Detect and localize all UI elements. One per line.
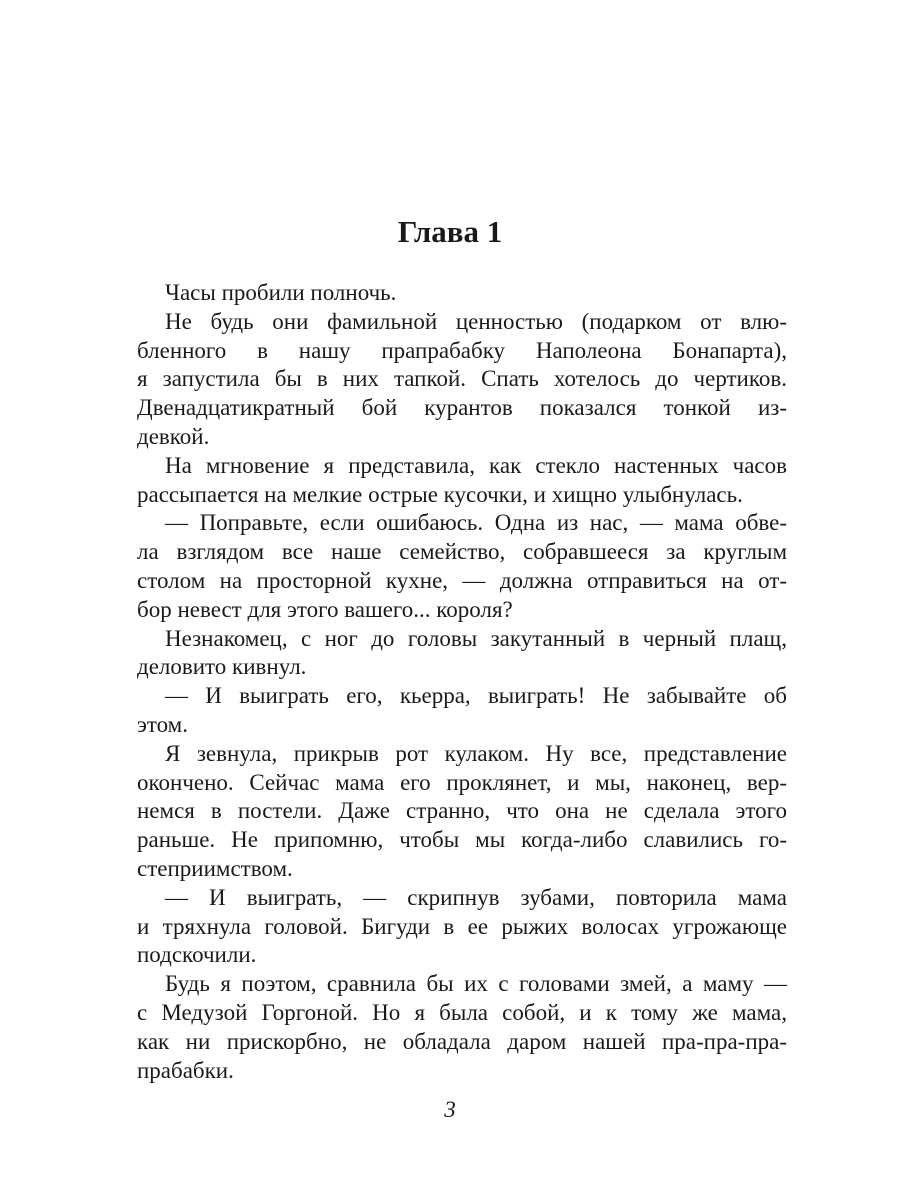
text-line [137, 884, 787, 913]
text-line-content: подскочили. [137, 942, 257, 968]
paragraph [137, 452, 787, 510]
text-line [137, 365, 787, 394]
text-line-content: — И выиграть, — скрипнув зубами, повторила мама [165, 884, 787, 910]
text-line [137, 711, 787, 740]
text-line [137, 423, 787, 452]
paragraph [137, 625, 787, 683]
text-line [137, 826, 787, 855]
text-line [137, 855, 787, 884]
paragraph [137, 970, 787, 1085]
text-line [137, 567, 787, 596]
text-line [137, 452, 787, 481]
paragraph [137, 740, 787, 884]
text-line-content: бленного в нашу прапрабабку Наполеона Бонапарта), [137, 337, 787, 363]
text-line-content: Незнакомец, с ног до головы закутанный в черный плащ, [165, 625, 787, 651]
text-line [137, 999, 787, 1028]
text-line [137, 538, 787, 567]
text-line [137, 308, 787, 337]
text-line-content: столом на просторной кухне, — должна отправиться на от- [137, 567, 787, 593]
text-line [137, 970, 787, 999]
paragraph [137, 308, 787, 452]
text-line-content: Часы пробили полночь. [165, 280, 397, 305]
text-line [137, 913, 787, 942]
text-line [137, 653, 787, 682]
text-line-content: степриимством. [137, 855, 293, 881]
text-line-content: с Медузой Горгоной. Но я была собой, и к тому же мама, [137, 999, 787, 1025]
chapter-title: Глава 1 [397, 214, 503, 249]
text-line [137, 509, 787, 538]
paragraph [137, 884, 787, 970]
text-line-content: я запустила бы в них тапкой. Спать хотелось до чертиков. [137, 366, 787, 392]
paragraph [137, 279, 787, 308]
text-line-content: этом. [137, 711, 188, 737]
text-line-content: — И выиграть его, кьерра, выиграть! Не забывайте об [165, 683, 787, 709]
text-line [137, 337, 787, 366]
text-line-content: девкой. [137, 423, 210, 449]
text-line [137, 682, 787, 711]
text-line-content: раньше. Не припомню, чтобы мы когда-либо славились го- [137, 827, 787, 853]
text-line-content: немся в постели. Даже странно, что она не сделала этого [137, 798, 787, 824]
text-line-content: и тряхнула головой. Бигуди в ее рыжих волосах угрожающе [137, 913, 787, 939]
text-line-content: прабабки. [137, 1057, 234, 1083]
text-line [137, 1028, 787, 1057]
paragraph [137, 509, 787, 624]
text-line-content: окончено. Сейчас мама его проклянет, и мы, наконец, вер- [137, 769, 787, 795]
text-line-content: деловито кивнул. [137, 654, 307, 680]
body-text [137, 279, 787, 1085]
text-line [137, 394, 787, 423]
text-line-content: Будь я поэтом, сравнила бы их с головами змей, а маму — [165, 971, 787, 997]
text-line [137, 769, 787, 798]
text-line [137, 797, 787, 826]
text-line-content: — Поправьте, если ошибаюсь. Одна из нас, — мама обве- [165, 510, 787, 536]
text-line [137, 279, 787, 308]
text-line-content: ла взглядом все наше семейство, собравшееся за круглым [137, 539, 787, 565]
text-line-content: Двенадцатикратный бой курантов показался тонкой из- [137, 395, 787, 421]
text-line-content: рассыпается на мелкие острые кусочки, и хищно улыбнулась. [137, 481, 743, 507]
text-line [137, 625, 787, 654]
text-line [137, 481, 787, 510]
text-line [137, 1057, 787, 1086]
text-line-content: Я зевнула, прикрыв рот кулаком. Ну все, представление [165, 740, 787, 766]
paragraph [137, 682, 787, 740]
text-line [137, 596, 787, 625]
text-line-content: бор невест для этого вашего... короля? [137, 596, 513, 622]
text-line-content: Не будь они фамильной ценностью (подарком от влю- [165, 308, 787, 334]
text-line [137, 941, 787, 970]
text-line [137, 740, 787, 769]
page-number: 3 [444, 1097, 456, 1122]
text-line-content: как ни прискорбно, не обладала даром нашей пра-пра-пра- [137, 1028, 787, 1054]
text-line-content: На мгновение я представила, как стекло настенных часов [165, 452, 787, 478]
